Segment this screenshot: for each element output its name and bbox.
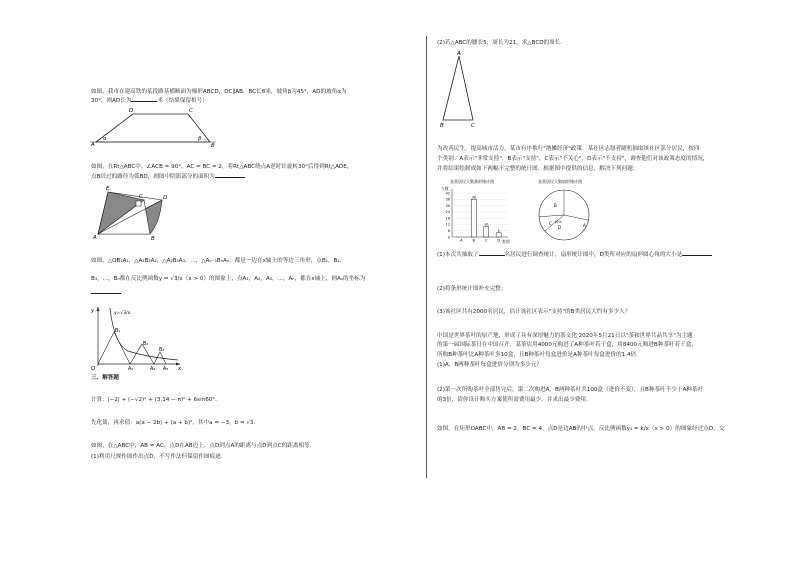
label-c: C xyxy=(139,194,143,200)
bar-chart-y-tick-label: 42 xyxy=(445,191,450,196)
bar-chart-y-tick-label: 24 xyxy=(445,210,450,215)
pie-chart-percent-label: 10% xyxy=(554,220,562,224)
rectangle-question: 如图，在矩形OABC中，AB = 2，BC = 4，点D是边AB的中点，反比例函数y₁ = k/x（x > 0）的图象经过点D，交 xyxy=(437,426,725,432)
trapezoid-question-text-b: 米（结果保留根号） xyxy=(157,98,208,104)
tea-question-line6: 的3倍，请你设计购买方案使所需费用最少，并求出最少费用． xyxy=(437,397,592,403)
label-alpha: α xyxy=(103,136,107,142)
label-c: C xyxy=(189,108,193,114)
bar-chart-bar xyxy=(484,227,489,237)
label-b3: B₃ xyxy=(159,348,165,353)
rotation-question-text: 点B经过的路径为弧BD，则图中阴影部分的面积为 xyxy=(91,174,215,180)
bar-chart-y-tick-label: 30 xyxy=(445,203,450,208)
rotation-question-line1: 如图，在Rt△ABC中，∠ACB = 90°，AC = BC = 2，将Rt△ABC绕点A逆时针旋转30°后得到Rt△ADE， xyxy=(91,164,353,170)
pie-chart-slice-label: C xyxy=(549,221,552,226)
survey-sub-question-3: (3)该社区共有2000名居民，估计该社区表示"支持"的B类居民大约有多少人？ xyxy=(437,309,631,315)
trapezoid-figure xyxy=(88,106,218,150)
bar-chart-x-tick-label: D xyxy=(497,238,501,243)
bar-chart-xlabel: 类别 xyxy=(502,239,510,244)
hyperbola-question-line1: 如图，△OB₁A₁，△A₁B₂A₂，△A₂B₃A₃，...，△Aₙ₋₁BₙAₙ，都是一边在x轴上的等边三角形，点B₁，B₂， xyxy=(91,258,346,264)
label-b: B xyxy=(211,143,215,149)
pie-chart xyxy=(528,177,600,245)
label-a: A xyxy=(93,235,97,241)
survey-q1-text-b: 名居民进行调查统计，扇形统计图中，D类所对应的扇形圆心角的大小是 xyxy=(504,252,683,258)
tea-question-line1: 中国是世界茶叶的原产地，形成了具有深厚魅力的茶文化 2020年5月21日以"茶和世界共品共享"为主题 xyxy=(437,333,693,339)
label-c: C xyxy=(471,123,475,129)
answer-blank xyxy=(91,293,121,294)
survey-question-line1: 为改善民生，提高城市活力，某市有序推行"地摊经济"政策．某社区志愿者随机抽取该社区部分居民，按四 xyxy=(437,146,700,152)
rotation-figure xyxy=(92,184,172,242)
construction-question-line2: (1)利用尺规作图作出点D，不写作法但保留作图痕迹． xyxy=(91,454,227,460)
triangle-question: (2)若△ABC的腰长5，周长为21，求△BCD的周长． xyxy=(437,40,566,46)
label-a: A xyxy=(457,51,461,57)
isosceles-triangle-figure xyxy=(434,50,484,130)
label-beta: β xyxy=(198,136,202,142)
tea-question-line3: 所购B种茶叶比A种茶叶多10盒，且B种茶叶每盒进价是A种茶叶每盒进价的1.4倍． xyxy=(437,352,642,358)
survey-question-line3: 并将结果绘制成如下两幅不完整的统计图．根据图中提供的信息，解决下列问题： xyxy=(437,166,639,172)
tea-question-line2: 的第一届国际茶日在中国召开，某茶店用4000元购进了A种茶叶若干盒，用8400元购进B种茶叶若干盒， xyxy=(437,342,697,348)
label-d: D xyxy=(129,108,134,114)
bar-chart-y-tick-label: 36 xyxy=(445,197,450,202)
pie-chart-slice-label: D xyxy=(558,225,562,230)
trapezoid-question-line1: 如图，我市在建高铁的某段路基横断面为梯形ABCD，DC∥AB．BC长6米，坡角β为45°，AD的坡角α为 xyxy=(91,89,347,95)
bar-chart-data-label: 36 xyxy=(471,195,476,200)
answer-blank xyxy=(479,255,505,256)
label-d: D xyxy=(163,195,168,201)
survey-sub-question-2: (2)将条形统计图补充完整； xyxy=(437,286,507,292)
section-heading: 三、解答题 xyxy=(91,375,119,381)
tea-question-line4: (1)A，B两种茶叶每盒进价分别为多少元？ xyxy=(437,362,543,368)
simplify-question: 先化简，再求值：a(a − 2b) + (a + b)²，其中a = −3，b = √3． xyxy=(91,420,260,426)
label-a2: A₂ xyxy=(150,367,156,372)
tea-question-line5: (2)第一次所购茶叶全部售完后，第二次购进A，B两种茶叶共100盒（进价不变），且B种茶叶不少于A种茶叶 xyxy=(437,387,704,393)
function-label: y=√3/x xyxy=(114,311,131,316)
label-e: E xyxy=(106,186,110,192)
bar-chart-x-tick-label: A xyxy=(460,238,463,243)
bar-chart-bar xyxy=(471,199,476,237)
label-a3: A₃ xyxy=(163,367,169,372)
trapezoid-question-text-a: 30°，则AD长为 xyxy=(91,98,132,104)
pie-chart-slice-label: B xyxy=(554,203,557,208)
rotation-question-line2 xyxy=(91,174,245,181)
pie-chart-title: 各类居民人数扇形统计图 xyxy=(538,179,582,184)
bar-chart-title: 各类居民人数条形统计图 xyxy=(450,179,494,184)
label-a1: A₁ xyxy=(128,367,134,372)
calculation-question: 计算：|−2| + (−√2)² + (3.14 − π)⁰ + 6sin60°． xyxy=(91,397,221,403)
bar-chart-y-tick-label: 18 xyxy=(445,216,450,221)
survey-q1-text-a: (1)本次共抽取了 xyxy=(437,252,479,258)
bar-chart-y-tick-label: 6 xyxy=(447,229,450,234)
label-b1: B₁ xyxy=(115,329,121,334)
bar-chart-data-label: 10 xyxy=(484,222,489,227)
label-a: A xyxy=(91,142,95,148)
bar-chart-x-tick-label: B xyxy=(472,238,476,243)
bar-chart-y-tick-label: 12 xyxy=(445,222,450,227)
label-b: B xyxy=(440,123,444,129)
survey-question-line2: 个类别：A表示"非常支持"，B表示"支持"，C表示"不关心"，D表示"不支持"，调查他们对该政策态度的情况， xyxy=(437,156,709,162)
label-b: B xyxy=(151,236,155,242)
bar-chart-y-tick-label: 0 xyxy=(447,235,450,240)
answer-blank xyxy=(131,101,157,102)
pie-chart-slice-label: A xyxy=(583,223,586,228)
trapezoid-question-line2 xyxy=(91,98,208,105)
column-divider xyxy=(426,36,427,478)
bar-chart-x-tick-label: C xyxy=(484,238,488,243)
bar-chart-data-label: 4 xyxy=(497,228,500,233)
label-b2: B₂ xyxy=(143,342,149,347)
bar-chart-bar xyxy=(496,233,501,237)
label-origin: O xyxy=(91,366,96,372)
bar-chart xyxy=(436,177,520,245)
hyperbola-answer-line xyxy=(91,290,121,297)
label-y: y xyxy=(91,308,95,314)
bar-chart-ylabel: 人数 xyxy=(441,186,449,191)
label-x: x xyxy=(178,366,182,372)
hyperbola-figure xyxy=(88,304,184,372)
hyperbola-question-line2: B₃，...，Bₙ都在反比例函数y = √3/x（x > 0）的图象上，点A₁，A₂，A₃，...，Aₙ，都在x轴上，则Aₙ的坐标为 xyxy=(91,276,366,282)
answer-blank xyxy=(682,255,712,256)
answer-blank xyxy=(215,177,245,178)
construction-question-line1: 如图，在△ABC中，AB = AC，点D在AB边上，点D到点A的距离与点D到点C的距离相等． xyxy=(91,443,316,449)
survey-sub-question-1 xyxy=(437,252,712,259)
